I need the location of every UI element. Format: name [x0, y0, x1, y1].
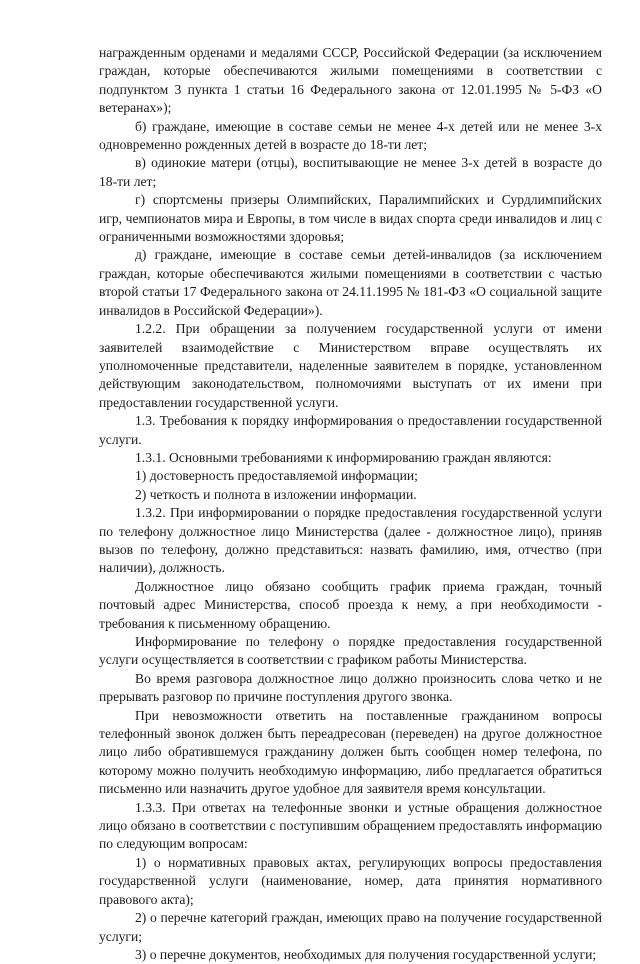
- paragraph-1-3-2: 1.3.2. При информировании о порядке предоставления государственной услуги по телефону должностное лицо Министерства (далее - должностное лицо), приняв вызов по телефону, должно представиться: назвать фамилию, имя, отчество (при наличии), должность.: [99, 505, 602, 576]
- list-item-reliability: 1) достоверность предоставляемой информации;: [135, 468, 418, 484]
- paragraph-1-3-1: 1.3.1. Основными требованиями к информированию граждан являются:: [135, 449, 552, 465]
- paragraph-schedule: Должностное лицо обязано сообщить график приема граждан, точный почтовый адрес Министерства, способ проезда к нему, а при необходимости - требования к письменному обращению.: [99, 578, 602, 631]
- paragraph-redirect: При невозможности ответить на поставленные гражданином вопросы телефонный звонок должен быть переадресован (переведен) на другое должностное лицо либо обратившемуся гражданину должен быть сообщен номер телефона, по которому можно получить необходимую информацию, либо предлагается обратиться письменно или назначить другое удобное для заявителя время консультации.: [99, 707, 602, 797]
- paragraph-conversation: Во время разговора должностное лицо должно произносить слова четко и не прерывать разговор по причине поступления другого звонка.: [99, 670, 602, 705]
- list-item-categories: 2) о перечне категорий граждан, имеющих право на получение государственной услуги;: [99, 910, 602, 944]
- list-item-legal-acts: 1) о нормативных правовых актах, регулирующих вопросы предоставления государственной услуги (наименование, номер, дата принятия нормативного правового акта);: [99, 854, 602, 907]
- paragraph-continuation-veterans: награжденным орденами и медалями СССР, Российской Федерации (за исключением граждан, которые обеспечиваются жилыми помещениями в соответствии с подпунктом 3 пункта 1 статьи 16 Федерального закона от 12.01.1995 № 5-ФЗ «О ветеранах»);: [99, 45, 602, 116]
- paragraph-phone-info: Информирование по телефону о порядке предоставления государственной услуги осуществляется в соответствии с графиком работы Министерства.: [99, 634, 602, 668]
- paragraph-large-families: б) граждане, имеющие в составе семьи не менее 4-х детей или не менее 3-х одновременно рожденных детей в возрасте до 18-ти лет;: [99, 118, 602, 153]
- paragraph-1-2-2: 1.2.2. При обращении за получением государственной услуги от имени заявителей взаимодействие с Министерством вправе осуществлять их уполномоченные представители, наделенные заявителем в порядке, установленном действующим законодательством, полномочиями выступать от их имени при предоставлении государственной услуги.: [99, 321, 602, 410]
- paragraph-1-3: 1.3. Требования к порядку информирования о предоставлении государственной услуги.: [99, 413, 602, 447]
- paragraph-single-parents: в) одинокие матери (отцы), воспитывающие не менее 3-х детей в возрасте до 18-ти лет;: [99, 155, 602, 189]
- paragraph-disabled-children: д) граждане, имеющие в составе семьи детей-инвалидов (за исключением граждан, которые обеспечиваются жилыми помещениями в соответствии с частью второй статьи 17 Федерального закона от 24.11.1995 № 181-ФЗ «О социальной защите инвалидов в Российской Федерации»).: [99, 247, 602, 318]
- paragraph-athletes: г) спортсмены призеры Олимпийских, Паралимпийских и Сурдлимпийских игр, чемпионатов мира и Европы, в том числе в видах спорта среди инвалидов и лиц с ограниченными возможностями здоровья;: [99, 192, 602, 245]
- list-item-documents: 3) о перечне документов, необходимых для получения государственной услуги;: [135, 946, 597, 962]
- list-item-clarity: 2) четкость и полнота в изложении информации.: [135, 486, 417, 502]
- paragraph-1-3-3: 1.3.3. При ответах на телефонные звонки и устные обращения должностное лицо обязано в соответствии с поступившим обращением предоставлять информацию по следующим вопросам:: [99, 799, 602, 852]
